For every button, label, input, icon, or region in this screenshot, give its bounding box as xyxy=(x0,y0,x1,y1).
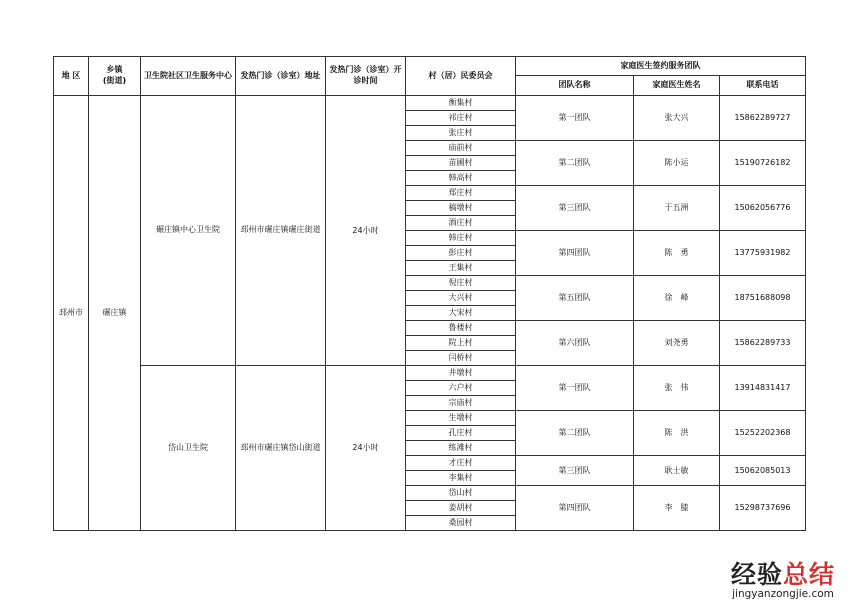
village-cell: 衡集村 xyxy=(406,96,516,111)
header-village: 村（居）民委员会 xyxy=(406,57,516,96)
village-cell: 彭庄村 xyxy=(406,246,516,261)
doctor-name-cell: 李 膝 xyxy=(634,486,720,531)
header-doctor-name: 家庭医生姓名 xyxy=(634,76,720,96)
phone-cell: 13775931982 xyxy=(720,231,806,276)
watermark-url: jingyanzongjie.com xyxy=(732,588,834,600)
fever-address-cell: 邳州市碾庄镇碾庄街道 xyxy=(236,96,326,366)
header-team-name: 团队名称 xyxy=(516,76,634,96)
phone-cell: 18751688098 xyxy=(720,276,806,321)
village-cell: 韩高村 xyxy=(406,171,516,186)
village-cell: 井墩村 xyxy=(406,366,516,381)
village-cell: 孔庄村 xyxy=(406,426,516,441)
phone-cell: 15062085013 xyxy=(720,456,806,486)
village-cell: 桑园村 xyxy=(406,516,516,531)
header-region: 地 区 xyxy=(54,57,89,96)
village-cell: 酒庄村 xyxy=(406,216,516,231)
team-name-cell: 第六团队 xyxy=(516,321,634,366)
doctor-name-cell: 于五洲 xyxy=(634,186,720,231)
village-cell: 祁庄村 xyxy=(406,111,516,126)
phone-cell: 15252202368 xyxy=(720,411,806,456)
village-cell: 闫桥村 xyxy=(406,351,516,366)
village-cell: 张庄村 xyxy=(406,126,516,141)
watermark-title xyxy=(708,562,858,588)
doctor-name-cell: 张 伟 xyxy=(634,366,720,411)
village-cell: 稿墩村 xyxy=(406,201,516,216)
town-cell: 碾庄镇 xyxy=(89,96,141,531)
village-cell: 王集村 xyxy=(406,261,516,276)
team-name-cell: 第一团队 xyxy=(516,96,634,141)
phone-cell: 15298737696 xyxy=(720,486,806,531)
fever-hours-cell: 24小时 xyxy=(326,96,406,366)
header-hospital: 卫生院社区卫生服务中心 xyxy=(141,57,236,96)
doctor-name-cell: 刘尧勇 xyxy=(634,321,720,366)
village-cell: 院上村 xyxy=(406,336,516,351)
header-fever-address: 发热门诊（诊室）地址 xyxy=(236,57,326,96)
village-cell: 练滩村 xyxy=(406,441,516,456)
header-fever-hours: 发热门诊（诊室）开诊时间 xyxy=(326,57,406,96)
phone-cell: 15862289727 xyxy=(720,96,806,141)
team-name-cell: 第二团队 xyxy=(516,411,634,456)
village-cell: 鲁楼村 xyxy=(406,321,516,336)
team-name-cell: 第三团队 xyxy=(516,456,634,486)
team-name-cell: 第五团队 xyxy=(516,276,634,321)
doctor-team-table xyxy=(53,56,806,531)
village-cell: 大兴村 xyxy=(406,291,516,306)
village-cell: 韩庄村 xyxy=(406,231,516,246)
fever-hours-cell: 24小时 xyxy=(326,366,406,531)
village-cell: 六户村 xyxy=(406,381,516,396)
doctor-name-cell: 徐 峰 xyxy=(634,276,720,321)
phone-cell: 13914831417 xyxy=(720,366,806,411)
village-cell: 岱山村 xyxy=(406,486,516,501)
header-town-text: 乡镇 (街道) xyxy=(102,65,127,85)
watermark-title-a: 经验 xyxy=(730,560,783,589)
header-phone: 联系电话 xyxy=(720,76,806,96)
table-row xyxy=(54,366,806,381)
team-name-cell: 第三团队 xyxy=(516,186,634,231)
doctor-name-cell: 陈小运 xyxy=(634,141,720,186)
village-cell: 姜胡村 xyxy=(406,501,516,516)
doctor-name-cell: 耿士敏 xyxy=(634,456,720,486)
watermark-title-b: 总结 xyxy=(783,560,836,589)
hospital-cell: 岱山卫生院 xyxy=(141,366,236,531)
team-name-cell: 第一团队 xyxy=(516,366,634,411)
doctor-name-cell: 张大兴 xyxy=(634,96,720,141)
village-cell: 庙前村 xyxy=(406,141,516,156)
site-watermark xyxy=(708,562,858,601)
village-cell: 李集村 xyxy=(406,471,516,486)
doctor-name-cell: 陈 洪 xyxy=(634,411,720,456)
header-town xyxy=(89,57,141,96)
village-cell: 郑庄村 xyxy=(406,186,516,201)
village-cell: 才庄村 xyxy=(406,456,516,471)
village-cell: 倪庄村 xyxy=(406,276,516,291)
team-name-cell: 第四团队 xyxy=(516,486,634,531)
fever-address-cell: 邳州市碾庄镇岱山街道 xyxy=(236,366,326,531)
team-name-cell: 第二团队 xyxy=(516,141,634,186)
team-name-cell: 第四团队 xyxy=(516,231,634,276)
village-cell: 宗庙村 xyxy=(406,396,516,411)
hospital-cell: 碾庄镇中心卫生院 xyxy=(141,96,236,366)
village-cell: 苗圃村 xyxy=(406,156,516,171)
header-team-group: 家庭医生签约服务团队 xyxy=(516,57,806,76)
phone-cell: 15190726182 xyxy=(720,141,806,186)
table-row xyxy=(54,96,806,111)
phone-cell: 15862289733 xyxy=(720,321,806,366)
doctor-name-cell: 陈 勇 xyxy=(634,231,720,276)
phone-cell: 15062056776 xyxy=(720,186,806,231)
village-cell: 大宋村 xyxy=(406,306,516,321)
village-cell: 生墩村 xyxy=(406,411,516,426)
region-cell: 邳州市 xyxy=(54,96,89,531)
